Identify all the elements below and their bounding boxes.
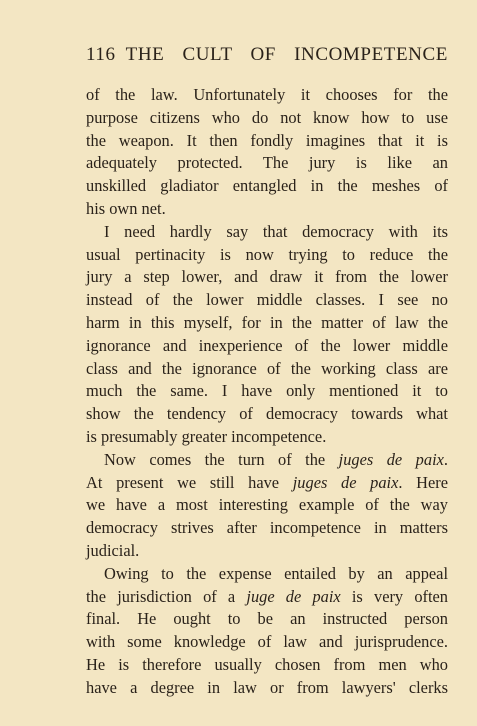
text-line: instead of the lower middle classes. I see no <box>86 290 448 310</box>
text-line: of the law. Unfortunately it chooses for the <box>86 85 448 104</box>
text-segment: . Here <box>398 472 449 492</box>
text-segment: Now comes the turn of the <box>104 449 339 469</box>
text-line: unskilled gladiator entangled in the meshes of <box>86 176 448 196</box>
text-line: his own net. <box>86 198 166 218</box>
text-line: Owing to the expense entailed by an appeal <box>104 563 448 583</box>
text-line: show the tendency of democracy towards what <box>86 404 448 424</box>
text-line: democracy strives after incompetence in matters <box>86 518 448 538</box>
text-line <box>86 449 448 472</box>
text-line: have a degree in law or from lawyers' clerks <box>86 677 448 697</box>
text-line: with some knowledge of law and jurisprudence. <box>86 632 448 652</box>
italic-term: juges de paix <box>338 449 444 469</box>
text-line: I need hardly say that democracy with its <box>104 221 448 241</box>
text-line: harm in this myself, for in the matter of law the <box>86 312 448 332</box>
text-line: the weapon. It then fondly imagines that it is <box>86 130 448 150</box>
page-number: 116 <box>86 44 116 65</box>
text-line: jury a step lower, and draw it from the lower <box>86 267 448 287</box>
text-line <box>86 586 448 609</box>
italic-term: juge de paix <box>246 586 341 606</box>
text-line: class and the ignorance of the working class are <box>86 358 448 378</box>
text-line: purpose citizens who do not know how to use <box>86 107 448 127</box>
text-line: usual pertinacity is now trying to reduce the <box>86 244 448 264</box>
running-head <box>86 44 448 66</box>
running-title: THE CULT OF INCOMPETENCE <box>125 44 448 65</box>
text-line: final. He ought to be an instructed person <box>86 609 448 629</box>
text-line: is presumably greater incompetence. <box>86 426 327 446</box>
text-line: judicial. <box>86 540 140 560</box>
body-text <box>86 84 448 700</box>
text-segment: . <box>443 449 449 469</box>
text-line: He is therefore usually chosen from men who <box>86 654 448 674</box>
text-segment: the jurisdiction of a <box>86 586 247 606</box>
text-line <box>86 472 448 495</box>
text-line: adequately protected. The jury is like an <box>86 153 448 173</box>
text-line: ignorance and inexperience of the lower middle <box>86 335 448 355</box>
text-segment: is very often <box>340 586 448 606</box>
text-line: we have a most interesting example of the way <box>86 495 448 515</box>
italic-term: juges de paix <box>292 472 399 492</box>
text-line: much the same. I have only mentioned it to <box>86 381 448 401</box>
text-segment: At present we still have <box>86 472 293 492</box>
